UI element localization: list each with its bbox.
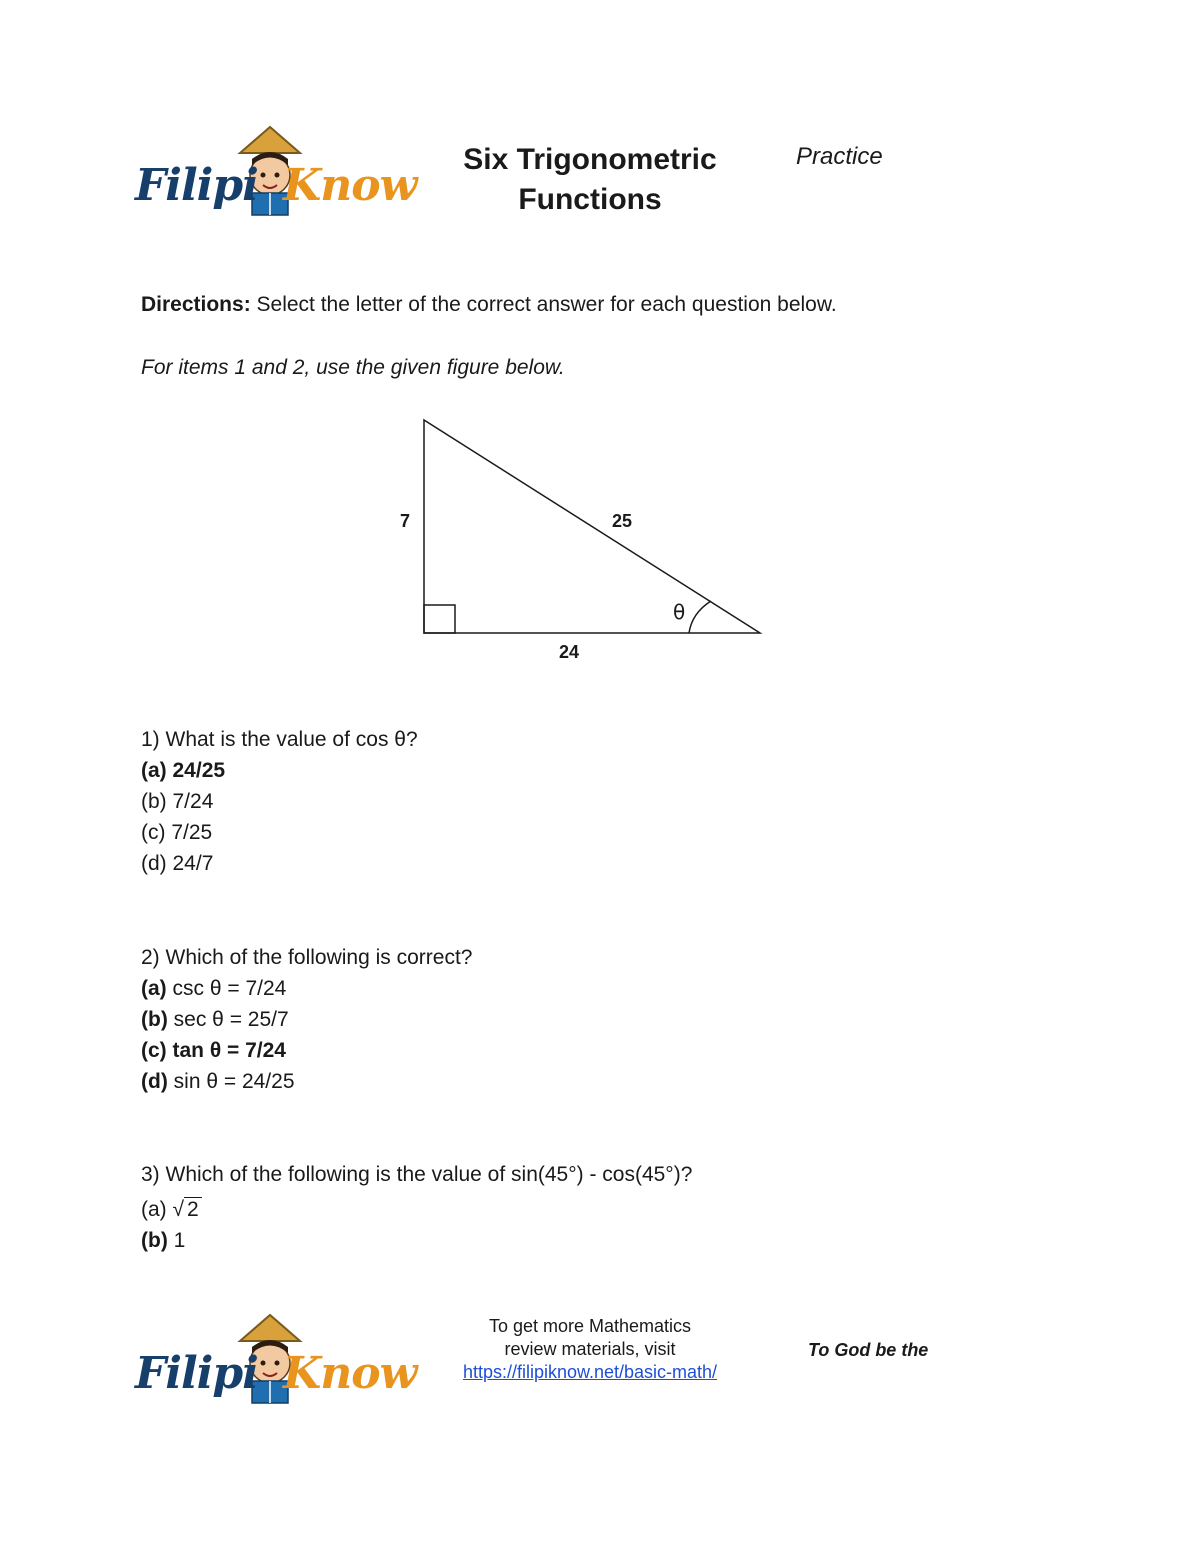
footer-logo-text-filipi: Filipi: [135, 1348, 258, 1399]
q2-option-d: [141, 1066, 472, 1097]
footer-line-2: review materials, visit: [504, 1339, 676, 1359]
sqrt-icon: √: [172, 1198, 185, 1221]
footer-line-1: To get more Mathematics: [488, 1316, 692, 1336]
directions-text: Select the letter of the correct answer for each question below.: [250, 293, 837, 316]
q2-option-a: [141, 973, 472, 1004]
question-3: [141, 1159, 692, 1256]
q3-a-letter: (a): [141, 1198, 173, 1221]
q2-d-text: sin θ = 24/25: [167, 1070, 295, 1093]
title-line-2: Functions: [518, 183, 662, 216]
q3-option-b: [141, 1225, 692, 1256]
side-left-label: 7: [400, 511, 411, 531]
footer-logo-text-know: Know: [283, 1348, 417, 1399]
q1-option-c: (c) 7/25: [141, 821, 213, 844]
triangle-figure: [380, 405, 780, 665]
q2-option-b: [141, 1004, 472, 1035]
directions: [141, 293, 837, 317]
title-line-1: Six Trigonometric: [463, 143, 717, 176]
q2-option-c: (c) tan θ = 7/24: [141, 1039, 286, 1062]
practice-label: Practice: [796, 143, 883, 170]
logo-text-know: Know: [283, 160, 417, 211]
footer-link[interactable]: https://filipiknow.net/basic-math/: [462, 1362, 718, 1382]
footer-right-text: To God be the: [808, 1340, 929, 1360]
angle-arc: [689, 601, 711, 633]
q2-prompt: 2) Which of the following is correct?: [141, 946, 473, 969]
q2-b-letter: (b): [141, 1008, 168, 1031]
q1-option-a: (a) 24/25: [141, 759, 226, 782]
q3-prompt: 3) Which of the following is the value of sin(45°) - cos(45°)?: [141, 1163, 693, 1186]
q3-b-letter: (b): [141, 1229, 168, 1252]
question-2: [141, 942, 472, 1097]
q2-a-text: csc θ = 7/24: [166, 977, 287, 1000]
logo-text-filipi: Filipi: [135, 160, 258, 211]
angle-theta-label: θ: [673, 600, 686, 624]
footer-filipiknow-logo: [135, 1313, 417, 1413]
q1-prompt: 1) What is the value of cos θ?: [141, 728, 418, 751]
question-1: [141, 724, 418, 879]
q1-option-b: (b) 7/24: [141, 790, 214, 813]
q3-a-radicand: 2: [184, 1197, 202, 1221]
q2-b-text: sec θ = 25/7: [167, 1008, 289, 1031]
figure-note: For items 1 and 2, use the given figure below.: [141, 356, 565, 379]
q3-b-text: 1: [167, 1229, 186, 1252]
q2-a-letter: (a): [141, 977, 167, 1000]
q1-option-d: (d) 24/7: [141, 852, 214, 875]
page-title: [430, 140, 750, 220]
footer-text: [430, 1315, 750, 1384]
q3-option-a: [141, 1194, 692, 1225]
side-hypotenuse-label: 25: [612, 511, 633, 531]
filipiknow-logo: [135, 125, 417, 225]
side-bottom-label: 24: [559, 642, 580, 662]
right-angle-marker: [424, 605, 455, 633]
directions-label: Directions:: [141, 293, 251, 316]
q2-d-letter: (d): [141, 1070, 168, 1093]
